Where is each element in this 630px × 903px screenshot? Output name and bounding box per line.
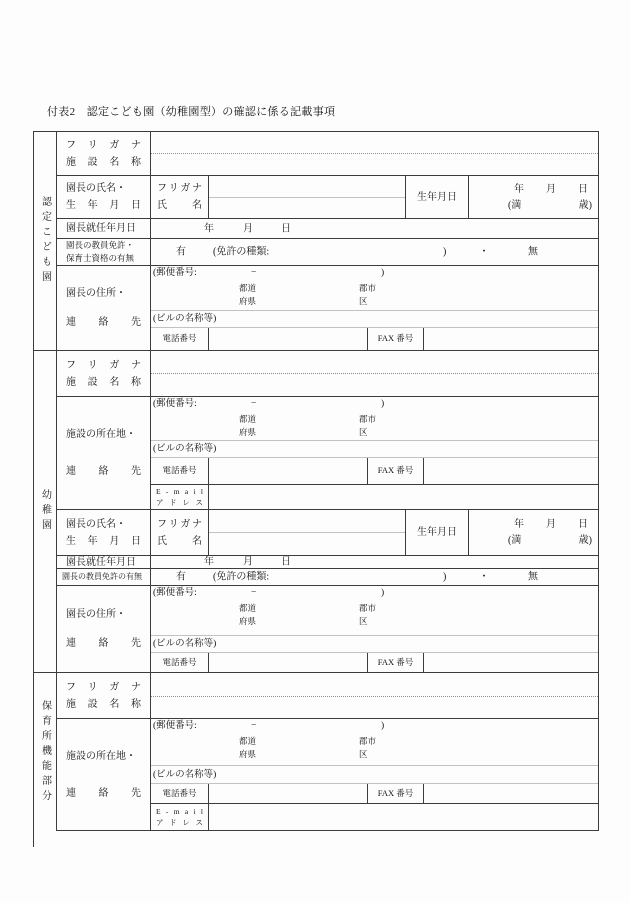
name-kanji-label: 氏 名	[157, 200, 202, 211]
city-bottom: 区	[359, 749, 368, 759]
director-name-input-2[interactable]	[209, 510, 406, 556]
postal-dash: −	[251, 267, 257, 278]
contact-label: 連 絡 先	[66, 788, 141, 800]
day-label: 日	[281, 223, 291, 234]
fax-label: FAX 番号	[368, 458, 424, 484]
postal-label: (郵便番号:	[153, 398, 197, 409]
building-input-4[interactable]	[151, 766, 598, 784]
pref-top: 都道	[239, 283, 257, 293]
table-bottom-border	[56, 830, 598, 831]
city-bottom: 区	[359, 427, 368, 437]
paren-close: )	[443, 571, 447, 583]
tenure-input-2[interactable]	[151, 556, 598, 569]
fax-input-4[interactable]	[424, 784, 598, 803]
month-label: 月	[243, 556, 253, 568]
year-label: 年	[514, 183, 524, 195]
postal-dash: −	[251, 398, 257, 409]
address-input-2[interactable]	[151, 411, 598, 441]
address-input-3[interactable]	[151, 600, 598, 636]
phone-input-2[interactable]	[209, 458, 368, 484]
license-label-1	[57, 239, 151, 266]
table-left-border-continuation	[33, 830, 34, 847]
pref-bottom: 府県	[239, 427, 257, 437]
director-name-line1: 園長の氏名・	[66, 518, 126, 530]
director-name-label-1	[57, 176, 151, 219]
month-label: 月	[243, 223, 253, 234]
email-line1: E - m a i l	[156, 486, 203, 496]
license-type-label: (免許の種類:	[213, 246, 270, 258]
city-bottom: 区	[359, 296, 368, 306]
phone-input-1[interactable]	[209, 328, 368, 350]
director-name-line1: 園長の氏名・	[66, 183, 126, 194]
license-label-2: 園長の教員免許の有無	[57, 569, 151, 586]
email-label	[151, 804, 209, 830]
day-label: 日	[578, 519, 588, 530]
facility-name-label-3	[57, 673, 151, 719]
fax-input-3[interactable]	[424, 653, 598, 672]
section-label-hoikusho-kino: 保育所機能部分	[34, 673, 57, 831]
age-open-label: (満	[508, 535, 522, 546]
building-label: (ビルの名称等)	[153, 769, 217, 780]
no-license-option[interactable]: 無	[528, 571, 538, 583]
director-address-label-2	[57, 586, 151, 673]
birthdate-label-1: 生年月日	[406, 176, 469, 219]
birthdate-label-2: 生年月日	[406, 510, 469, 556]
license-line2: 保育士資格の有無	[66, 252, 135, 263]
director-name-input-1[interactable]	[209, 176, 406, 219]
paren-close: )	[443, 246, 447, 258]
phone-fax-row-4	[151, 784, 598, 804]
city-top: 郡市	[359, 283, 377, 293]
facility-name-label: 施 設 名 称	[66, 156, 141, 168]
birthdate-input-1[interactable]	[469, 176, 598, 219]
phone-fax-row-3	[151, 653, 598, 673]
postal-close: )	[381, 398, 385, 409]
email-input-2[interactable]	[209, 485, 598, 509]
day-label: 日	[578, 183, 588, 195]
furigana-label: フ リ ガ ナ	[66, 681, 141, 693]
director-address-line1: 園長の住所・	[66, 609, 126, 620]
name-input-divider	[209, 532, 405, 533]
postal-code-input-3[interactable]	[151, 586, 598, 600]
phone-label: 電話番号	[151, 458, 209, 484]
facility-address-label-2	[57, 397, 151, 510]
fax-label: FAX 番号	[368, 784, 424, 803]
postal-label: (郵便番号:	[153, 267, 197, 278]
pref-bottom: 府県	[239, 616, 257, 626]
phone-input-3[interactable]	[209, 653, 368, 672]
separator-dot: ・	[479, 571, 489, 583]
contact-label: 連 絡 先	[66, 316, 141, 328]
name-furigana-label: フ リ ガ ナ	[157, 183, 202, 194]
contact-label: 連 絡 先	[66, 466, 141, 478]
pref-top: 都道	[239, 736, 257, 746]
building-label: (ビルの名称等)	[153, 638, 217, 649]
address-input-4[interactable]	[151, 733, 598, 766]
building-input-3[interactable]	[151, 636, 598, 653]
pref-bottom: 府県	[239, 749, 257, 759]
license-line1: 園長の教員免許・	[66, 240, 135, 251]
phone-fax-row-1	[151, 328, 598, 351]
postal-code-input-2[interactable]	[151, 397, 598, 411]
fax-input-1[interactable]	[424, 328, 598, 350]
phone-label: 電話番号	[151, 784, 209, 803]
month-label: 月	[546, 519, 556, 530]
name-input-divider	[209, 197, 405, 198]
name-sublabel-2	[151, 510, 209, 556]
fax-label: FAX 番号	[368, 653, 424, 672]
postal-label: (郵便番号:	[153, 720, 197, 731]
license-type-label: (免許の種類:	[213, 571, 270, 583]
facility-furigana-input-1[interactable]	[151, 132, 598, 154]
postal-code-input-4[interactable]	[151, 719, 598, 733]
city-top: 郡市	[359, 414, 377, 424]
section-label-nintei-kodomoen: 認定こども園	[34, 132, 57, 351]
email-input-3[interactable]	[209, 804, 598, 830]
postal-label: (郵便番号:	[153, 587, 197, 598]
separator-dot: ・	[479, 246, 489, 258]
has-license-option[interactable]: 有	[176, 246, 186, 258]
phone-label: 電話番号	[151, 653, 209, 672]
facility-furigana-input-2[interactable]	[151, 351, 598, 374]
age-close-label: 歳)	[578, 535, 592, 546]
pref-bottom: 府県	[239, 296, 257, 306]
email-line2: ア ド レ ス	[156, 817, 203, 827]
facility-name-input-1[interactable]	[151, 154, 598, 176]
furigana-label: フ リ ガ ナ	[66, 139, 141, 151]
pref-top: 都道	[239, 603, 257, 613]
building-label: (ビルの名称等)	[153, 313, 217, 324]
facility-address-line1: 施設の所在地・	[66, 750, 136, 762]
contact-label: 連 絡 先	[66, 638, 141, 649]
name-furigana-label: フ リ ガ ナ	[157, 518, 202, 530]
facility-name-input-3[interactable]	[151, 697, 598, 719]
facility-address-line1: 施設の所在地・	[66, 428, 136, 440]
facility-name-label: 施 設 名 称	[66, 376, 141, 388]
age-close-label: 歳)	[578, 199, 592, 211]
city-top: 郡市	[359, 603, 377, 613]
fax-input-2[interactable]	[424, 458, 598, 484]
city-bottom: 区	[359, 616, 368, 626]
license-input-1[interactable]	[151, 239, 598, 266]
name-sublabel-1	[151, 176, 209, 219]
postal-close: )	[381, 267, 385, 278]
month-label: 月	[546, 183, 556, 195]
tenure-label-2: 園長就任年月日	[57, 556, 151, 569]
pref-top: 都道	[239, 414, 257, 424]
email-line1: E - m a i l	[156, 806, 203, 816]
year-label: 年	[204, 556, 214, 568]
form-table	[33, 131, 599, 831]
birthdate-input-2[interactable]	[469, 510, 598, 556]
building-input-1[interactable]	[151, 311, 598, 328]
facility-name-label-1	[57, 132, 151, 176]
name-kanji-label: 氏 名	[157, 535, 202, 547]
phone-input-4[interactable]	[209, 784, 368, 803]
postal-close: )	[381, 587, 385, 598]
section-label-yochien: 幼稚園	[34, 351, 57, 673]
city-top: 郡市	[359, 736, 377, 746]
tenure-label-1: 園長就任年月日	[57, 219, 151, 239]
license-input-2[interactable]	[151, 569, 598, 586]
postal-dash: −	[251, 587, 257, 598]
building-label: (ビルの名称等)	[153, 443, 217, 454]
furigana-label: フ リ ガ ナ	[66, 359, 141, 371]
facility-name-input-2[interactable]	[151, 374, 598, 397]
facility-address-label-3	[57, 719, 151, 831]
facility-name-label-2	[57, 351, 151, 397]
facility-furigana-input-3[interactable]	[151, 673, 598, 697]
director-address-label-1	[57, 266, 151, 351]
director-name-label-2	[57, 510, 151, 556]
year-label: 年	[204, 223, 214, 234]
email-row-2	[151, 485, 598, 510]
postal-close: )	[381, 720, 385, 731]
day-label: 日	[281, 556, 291, 568]
postal-dash: −	[251, 720, 257, 731]
director-name-line2: 生 年 月 日	[66, 535, 141, 547]
address-input-1[interactable]	[151, 280, 598, 311]
facility-name-label: 施 設 名 称	[66, 698, 141, 710]
tenure-input-1[interactable]	[151, 219, 598, 239]
year-label: 年	[514, 519, 524, 530]
postal-code-input-1[interactable]	[151, 266, 598, 280]
director-name-line2: 生 年 月 日	[66, 200, 141, 211]
phone-label: 電話番号	[151, 328, 209, 350]
building-input-2[interactable]	[151, 441, 598, 458]
fax-label: FAX 番号	[368, 328, 424, 350]
email-label	[151, 485, 209, 509]
page-title: 付表2 認定こども園（幼稚園型）の確認に係る記載事項	[47, 106, 336, 118]
email-line2: ア ド レ ス	[156, 497, 203, 507]
phone-fax-row-2	[151, 458, 598, 485]
age-open-label: (満	[508, 199, 522, 211]
director-address-line1: 園長の住所・	[66, 288, 126, 300]
no-license-option[interactable]: 無	[528, 246, 538, 258]
email-row-3	[151, 804, 598, 830]
has-license-option[interactable]: 有	[176, 571, 186, 583]
